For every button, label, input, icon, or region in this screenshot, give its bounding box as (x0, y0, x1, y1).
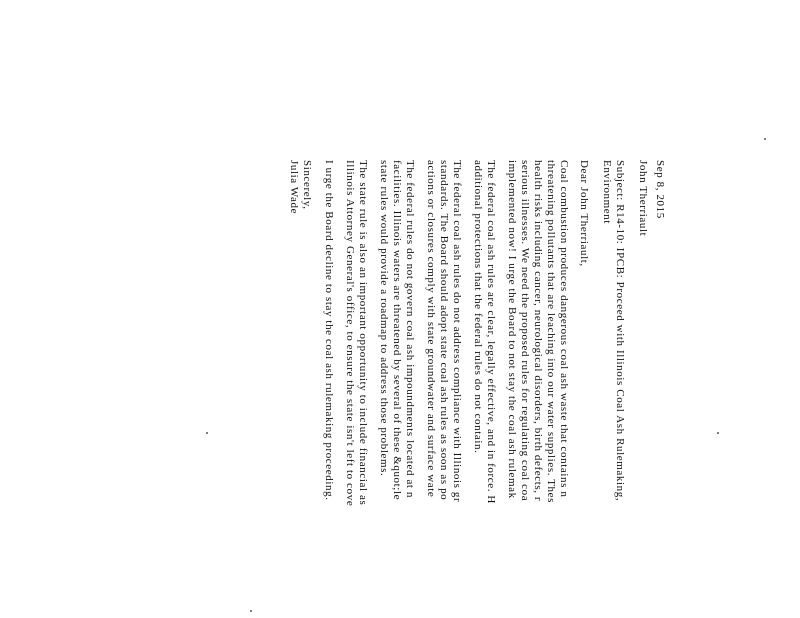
signature: Julia Wade (288, 160, 300, 215)
letter-recipient: John Therriault (637, 160, 649, 237)
paragraph-4-line: The federal rules do not govern coal ash impoundments located at n (404, 160, 416, 499)
paragraph-4-line: state rules would provide a roadmap to address those problems. (378, 160, 390, 477)
paragraph-1-line: threatening pollutants that are leaching into our water supplies. Thes (545, 160, 557, 503)
paragraph-3-line: standards. The Board should adopt state coal ash rules as soon as po (438, 160, 450, 501)
scan-speck (764, 138, 766, 140)
paragraph-1-line: Coal combustion produces dangerous coal ash waste that contains n (558, 160, 570, 498)
paragraph-5-line: Illinois Attorney General's office, to ensure the state isn't left to cove (344, 160, 356, 507)
paragraph-3-line: actions or closures comply with state groundwater and surface wate (425, 160, 437, 498)
letter-subject-line-1: Subject: R14-10: IPCB: Proceed with Illinois Coal Ash Rulemaking, (614, 160, 626, 502)
letter-salutation: Dear John Therriault, (578, 160, 590, 267)
paragraph-2-line: additional protections that the federal rules do not contain. (472, 160, 484, 454)
closing-request: I urge the Board decline to stay the coal ash rulemaking proceeding. (323, 160, 335, 501)
closing: Sincerely, (301, 160, 313, 210)
scan-speck (250, 610, 252, 612)
paragraph-1-line: serious illnesses. We need the proposed rules for regulating coal coa (519, 160, 531, 502)
paragraph-1-line: health risks including cancer, neurological disorders, birth defects, r (532, 160, 544, 502)
paragraph-2-line: The federal coal ash rules are clear, legally effective, and in force. H (485, 160, 497, 504)
letter-date: Sep 8, 2015 (654, 160, 666, 219)
scan-speck (206, 432, 208, 434)
paragraph-1-line: implemented now! I urge the Board to not stay the coal ash rulemak (506, 160, 518, 499)
paragraph-4-line: facilities. Illinois waters are threatened by several of these &quot;le (391, 160, 403, 501)
paragraph-5-line: The state rule is also an important opportunity to include financial as (357, 160, 369, 506)
letter-subject-line-2: Environment (601, 160, 613, 225)
paragraph-3-line: The federal coal ash rules do not address compliance with Illinois gr (451, 160, 463, 503)
scan-speck (717, 432, 719, 434)
